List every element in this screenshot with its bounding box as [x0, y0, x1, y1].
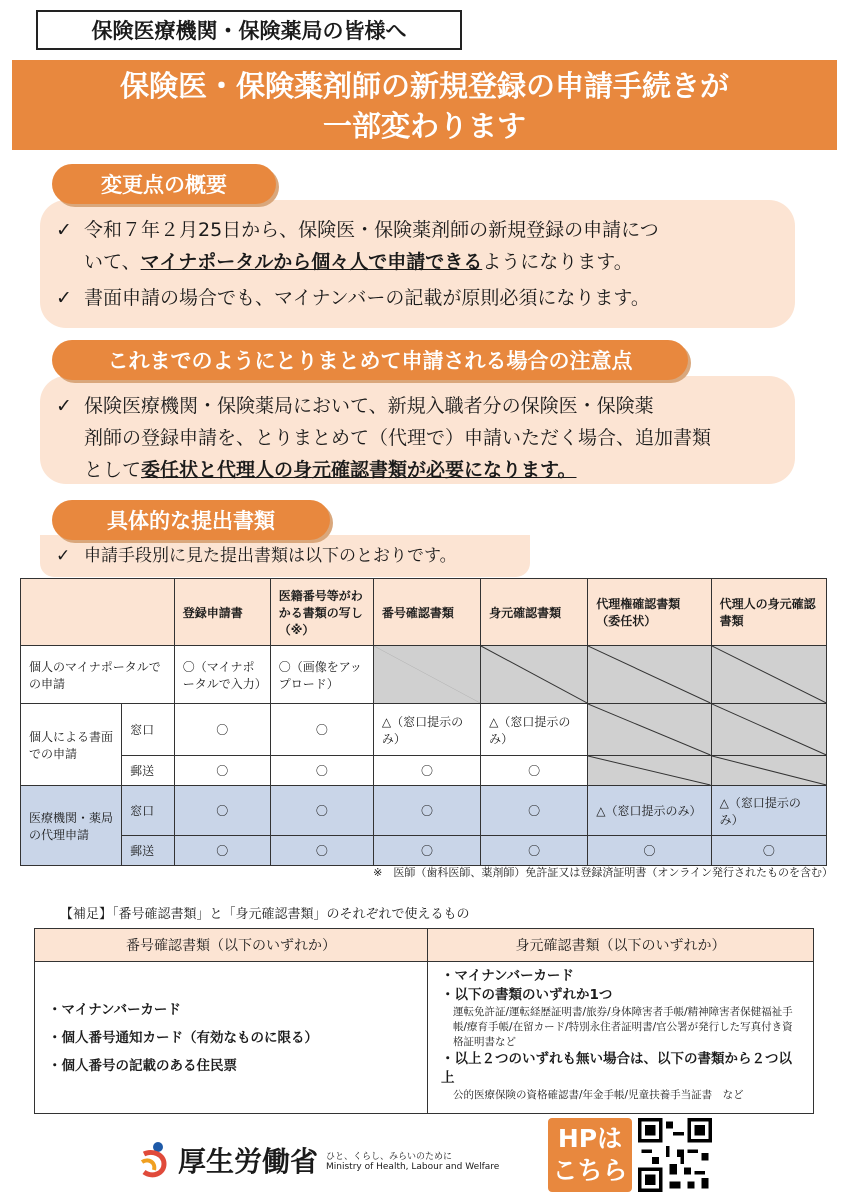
- highlight-text: マイナポータルから個々人で申請できる: [140, 251, 483, 273]
- list-item: ・個人番号の記載のある住民票: [48, 1057, 237, 1074]
- section-heading-summary: 変更点の概要: [52, 164, 276, 204]
- summary-item-2: ✓ 書面申請の場合でも、マイナンバーの記載が原則必須になります。: [56, 282, 775, 314]
- list-item: ・個人番号通知カード（有効なものに限る）: [48, 1029, 318, 1046]
- title-banner: [12, 60, 837, 150]
- title-line-1: 保険医・保険薬剤師の新規登録の申請手続きが: [119, 69, 729, 103]
- table-row: 個人による書面での申請 窓口 〇 〇 △（窓口提示のみ） △（窓口提示のみ）: [21, 704, 827, 756]
- col-header: 代理人の身元確認書類: [711, 579, 826, 646]
- highlight-text: 委任状と代理人の身元確認書類が必要になります。: [141, 459, 577, 481]
- ministry-logo: 厚生労働省 ひと、くらし、みらいのために Ministry of Health, Labour and Welfare: [138, 1140, 499, 1180]
- col-header: 登録申請書: [174, 579, 270, 646]
- list-item: ・以下の書類のいずれか1つ: [441, 987, 613, 1003]
- id-number-doc-list: [36, 996, 426, 1080]
- title-line-2: 一部変わります: [322, 109, 526, 143]
- check-icon: ✓: [56, 287, 72, 309]
- table-row: 医療機関・薬局の代理申請 窓口 〇 〇 〇 〇 △（窓口提示のみ） △（窓口提示のみ）: [21, 786, 827, 836]
- list-item: ・以上２つのいずれも無い場合は、以下の書類から２つ以上: [441, 1051, 792, 1086]
- list-item: ・マイナンバーカード: [441, 968, 574, 984]
- identity-doc-list: ・マイナンバーカード ・以下の書類のいずれか1つ 運転免許証/運転経歴証明書/旅券/身体障害者手帳/精神障害者保健福祉手帳/療育手帳/在留カード/特別永住者証明書/官公署が発行した写真付き資格証明書など ・以上２つのいずれも無い場合は、以下の書類から２つ以上 公的医療保険の資格確認書/年金手帳/児童扶養手当証書 など: [429, 963, 812, 1103]
- check-icon: ✓: [56, 546, 71, 566]
- check-icon: ✓: [56, 395, 72, 417]
- section-heading-docs: 具体的な提出書類: [52, 500, 330, 540]
- table-row: 個人のマイナポータルでの申請 〇（マイナポータルで入力） 〇（画像をアップロード）: [21, 646, 827, 704]
- check-icon: ✓: [56, 219, 72, 241]
- list-item: ・マイナンバーカード: [48, 1001, 181, 1018]
- org-name: 厚生労働省: [178, 1145, 319, 1178]
- footnote: ※ 医師（歯科医師、薬剤師）免許証又は登録済証明書（オンライン発行されたものを含む）: [373, 866, 833, 879]
- ministry-emblem-icon: [138, 1140, 172, 1180]
- col-header: 身元確認書類: [481, 579, 588, 646]
- table-row: 郵送 〇 〇 〇 〇: [21, 756, 827, 786]
- qr-code-icon[interactable]: [638, 1118, 712, 1192]
- summary-item-1: ✓ 令和７年２月25日から、保険医・保険薬剤師の新規登録の申請につ いて、マイナポータルから個々人で申請できるようになります。: [56, 214, 775, 278]
- col-header: 医籍番号等がわかる書類の写し（※）: [270, 579, 373, 646]
- hp-link-button[interactable]: HPは こちら: [548, 1118, 632, 1192]
- supplement-caption: 【補足】「番号確認書類」と「身元確認書類」のそれぞれで使えるもの: [60, 907, 470, 922]
- documents-table: [20, 578, 827, 866]
- audience-tag: 保険医療機関・保険薬局の皆様へ: [36, 10, 462, 50]
- section-heading-notice: これまでのようにとりまとめて申請される場合の注意点: [52, 340, 688, 380]
- notice-box: ✓ 保険医療機関・保険薬局において、新規入職者分の保険医・保険薬 剤師の登録申請を、とりまとめて（代理で）申請いただく場合、追加書類 として委任状と代理人の身元確認書類が必要になります。: [40, 376, 795, 484]
- col-header: 番号確認書類: [373, 579, 480, 646]
- supplement-table: 番号確認書類（以下のいずれか） 身元確認書類（以下のいずれか） ・マイナンバーカード ・個人番号通知カード（有効なものに限る） ・個人番号の記載のある住民票 ・マイナンバーカード ・以下の書類のいずれか1つ 運転免許証/運転経歴証明書/旅券/身体障害者手帳/精神障害者保健福祉手帳/療育手帳/在留カード/特別永住者証明書/官公署が発行した写真付き資格証明書など ・以上２つのいずれも無い場合は、以下の書類から２つ以上 公的医療保険の資格確認書/年金手帳/児童扶養手当証書 など: [34, 928, 814, 1114]
- summary-box: [40, 200, 795, 328]
- col-header: 代理権確認書類（委任状）: [588, 579, 711, 646]
- table-row: 郵送 〇 〇 〇 〇 〇 〇: [21, 836, 827, 866]
- docs-intro-box: ✓ 申請手段別に見た提出書類は以下のとおりです。: [40, 535, 530, 577]
